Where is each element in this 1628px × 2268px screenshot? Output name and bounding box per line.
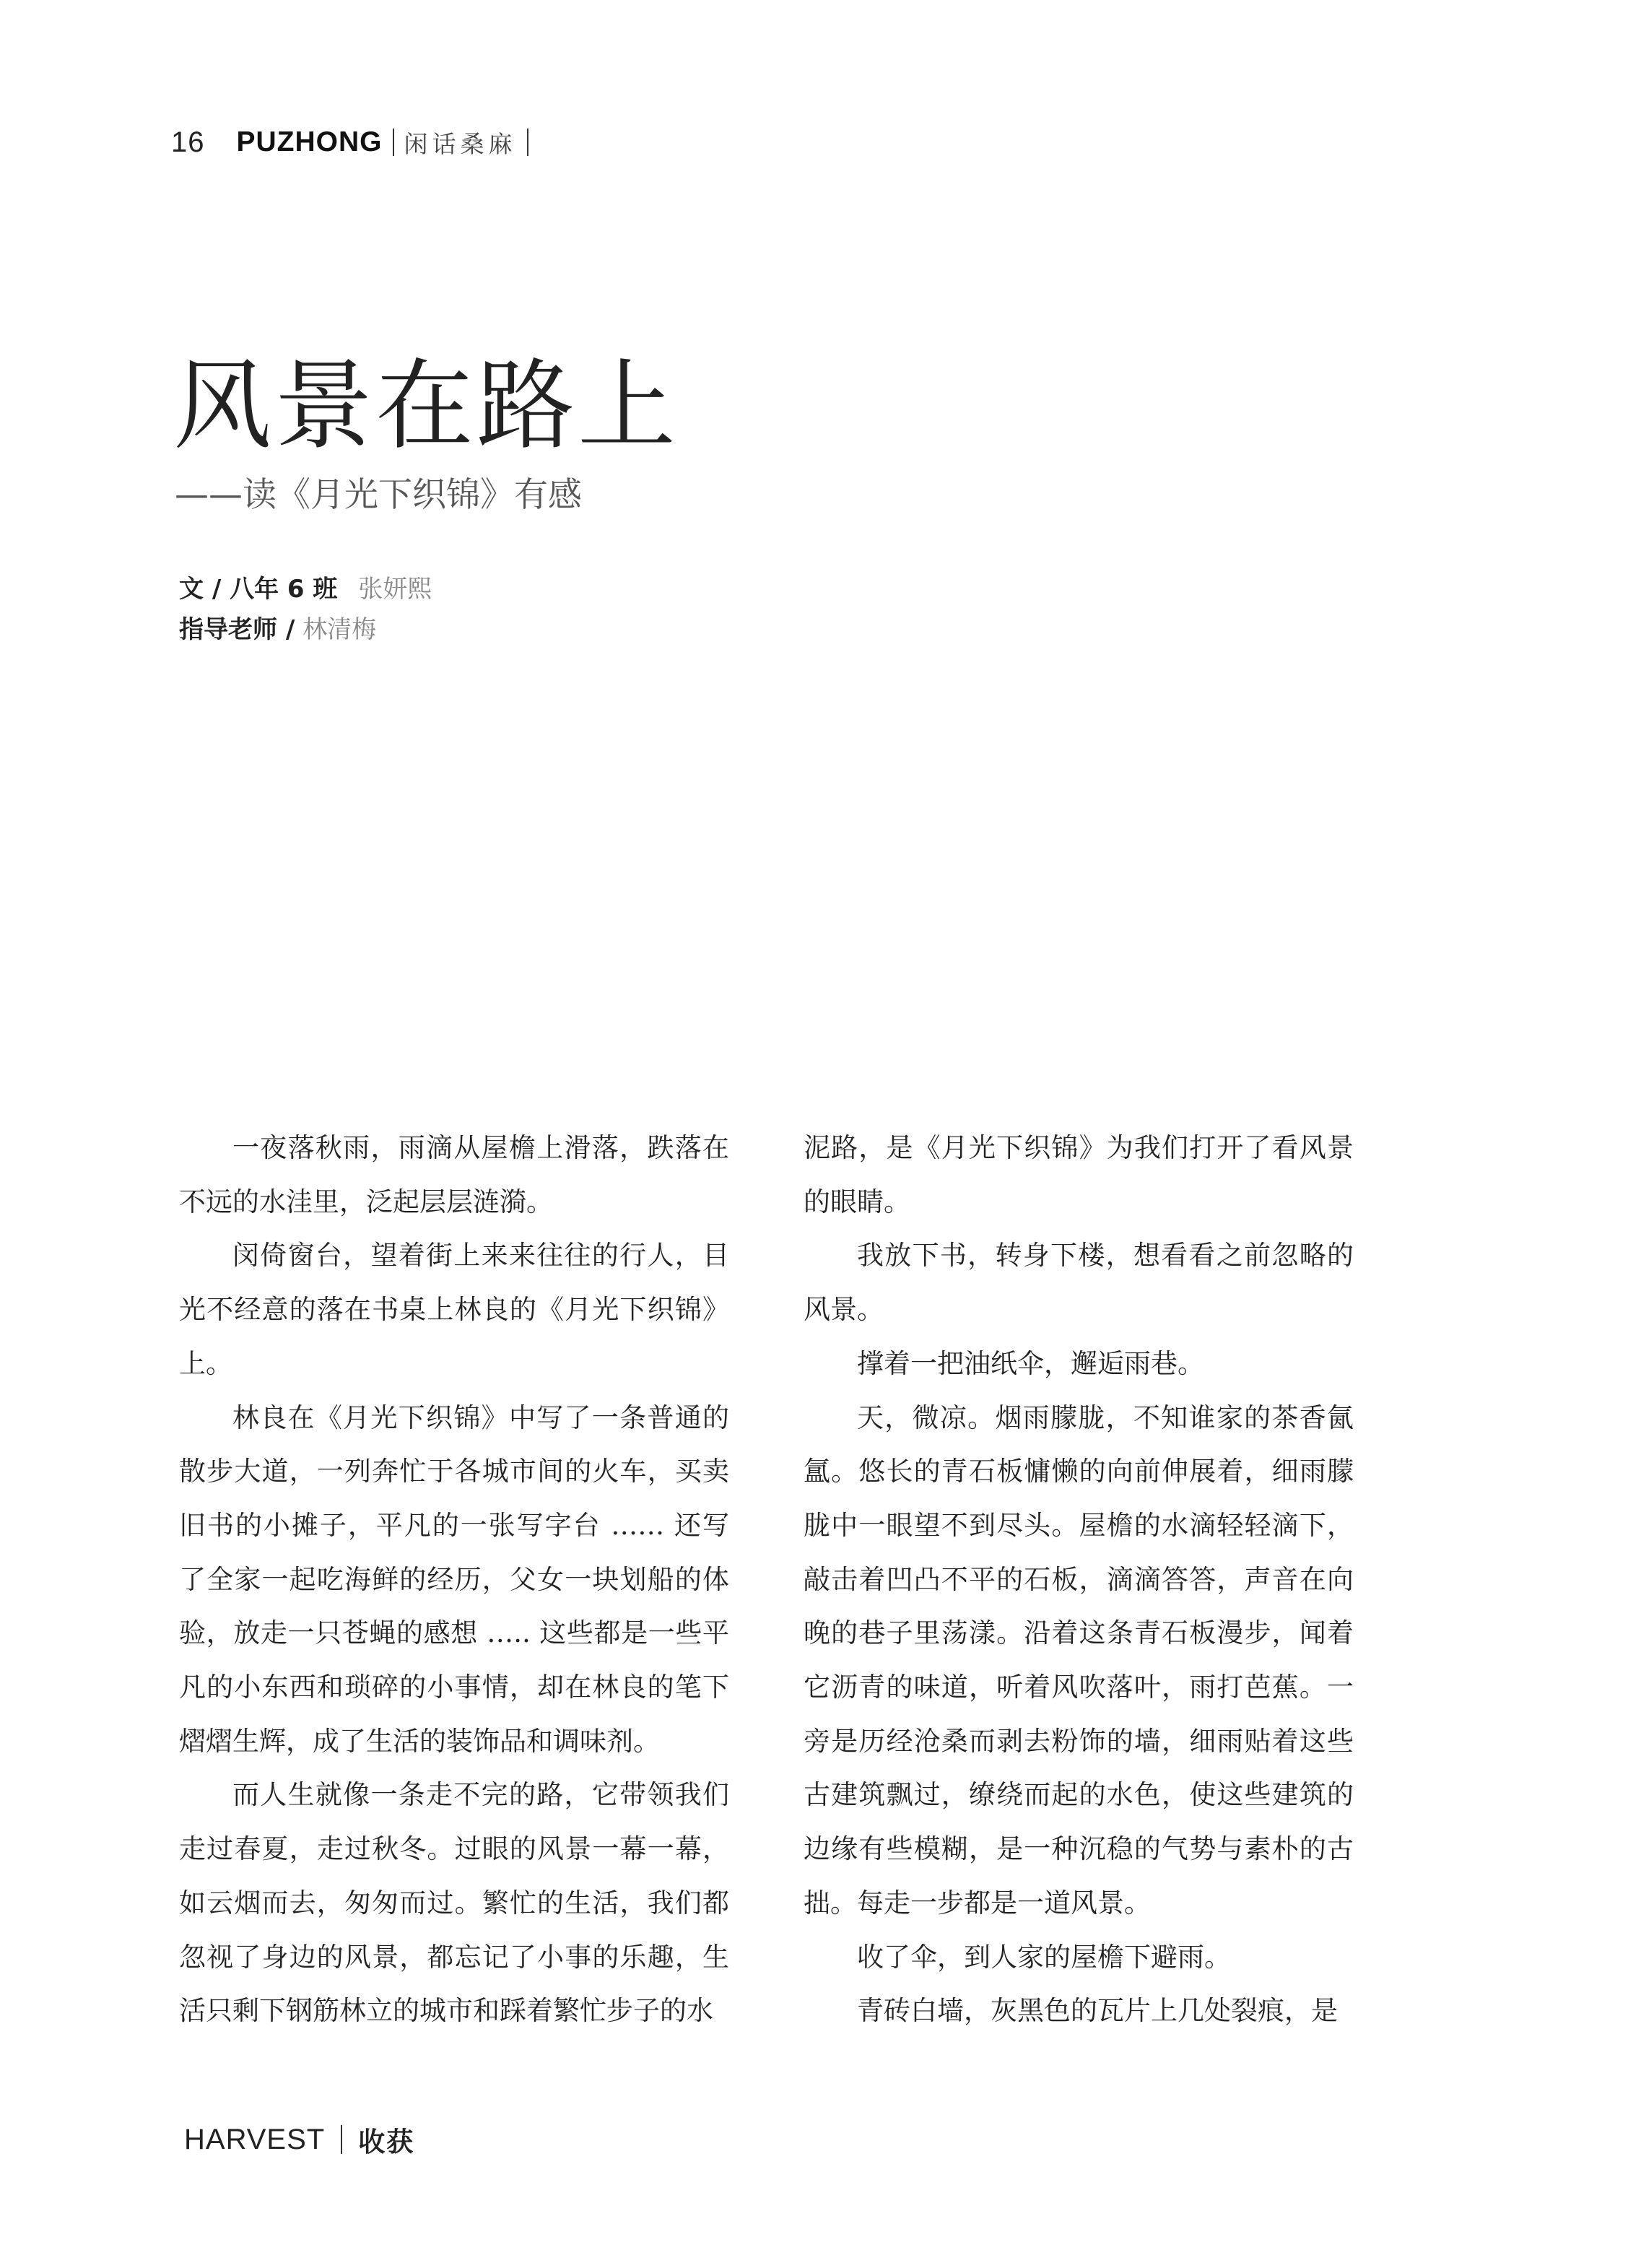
paragraph: 闵倚窗台，望着街上来来往往的行人，目光不经意的落在书桌上林良的《月光下织锦》上。 [179, 1240, 729, 1379]
page-footer [184, 2118, 414, 2161]
teacher-label: 指导老师 / [179, 615, 295, 644]
author-label: 文 / 八年 6 班 [179, 575, 338, 604]
paragraph: 而人生就像一条走不完的路，它带领我们走过春夏，走过秋冬。过眼的风景一幕一幕，如云烟而去，匆匆而过。繁忙的生活，我们都忽视了身边的风景，都忘记了小事的乐趣，生活只剩下钢筋林立的城市和踩着繁忙步子的水 [179, 1779, 729, 2027]
body-column-right [804, 1121, 1354, 2038]
paragraph: 青砖白墙，灰黑色的瓦片上几处裂痕，是 [857, 1995, 1338, 2027]
author-line [179, 569, 432, 609]
body-column-left [179, 1121, 729, 2038]
section-name: 闲话桑麻 [404, 129, 517, 158]
paragraph: 收了伞，到人家的屋檐下避雨。 [857, 1941, 1231, 1973]
paragraph-continued: 泥路，是《月光下织锦》为我们打开了看风景的眼睛。 [804, 1132, 1354, 1217]
article-title: 风景在路上 [173, 349, 679, 464]
author-name: 张妍熙 [358, 575, 432, 604]
teacher-line [179, 609, 432, 650]
teacher-name: 林清梅 [302, 615, 377, 644]
page-header [171, 124, 539, 160]
paragraph: 林良在《月光下织锦》中写了一条普通的散步大道，一列奔忙于各城市间的火车，买卖旧书的小摊子，平凡的一张写字台 …… 还写了全家一起吃海鲜的经历，父女一块划船的体验，放走一只苍蝇的感想 ….. 这些都是一些平凡的小东西和琐碎的小事情，却在林良的笔下熠熠生辉，成了生活的装饰品和调味剂。 [179, 1402, 729, 1757]
magazine-brand: PUZHONG [236, 126, 383, 157]
page-number: 16 [171, 126, 205, 158]
header-divider-left [393, 129, 394, 156]
footer-divider [341, 2125, 342, 2154]
header-divider-right [527, 129, 528, 156]
paragraph: 天，微凉。烟雨朦胧，不知谁家的茶香氤氲。悠长的青石板慵懒的向前伸展着，细雨朦胧中一眼望不到尽头。屋檐的水滴轻轻滴下，敲击着凹凸不平的石板，滴滴答答，声音在向晚的巷子里荡漾。沿着这条青石板漫步，闻着它沥青的味道，听着风吹落叶，雨打芭蕉。一旁是历经沧桑而剥去粉饰的墙，细雨贴着这些古建筑飘过，缭绕而起的水色，使这些建筑的边缘有些模糊，是一种沉稳的气势与素朴的古拙。每走一步都是一道风景。 [804, 1402, 1354, 1919]
footer-english: HARVEST [184, 2123, 326, 2155]
paragraph: 一夜落秋雨，雨滴从屋檐上滑落，跌落在不远的水洼里，泛起层层涟漪。 [179, 1132, 729, 1217]
paragraph: 撑着一把油纸伞，邂逅雨巷。 [857, 1347, 1204, 1379]
paragraph: 我放下书，转身下楼，想看看之前忽略的风景。 [804, 1240, 1354, 1326]
byline [179, 569, 432, 650]
footer-chinese: 收获 [358, 2126, 415, 2158]
article-subtitle: ——读《月光下织锦》有感 [175, 475, 582, 515]
